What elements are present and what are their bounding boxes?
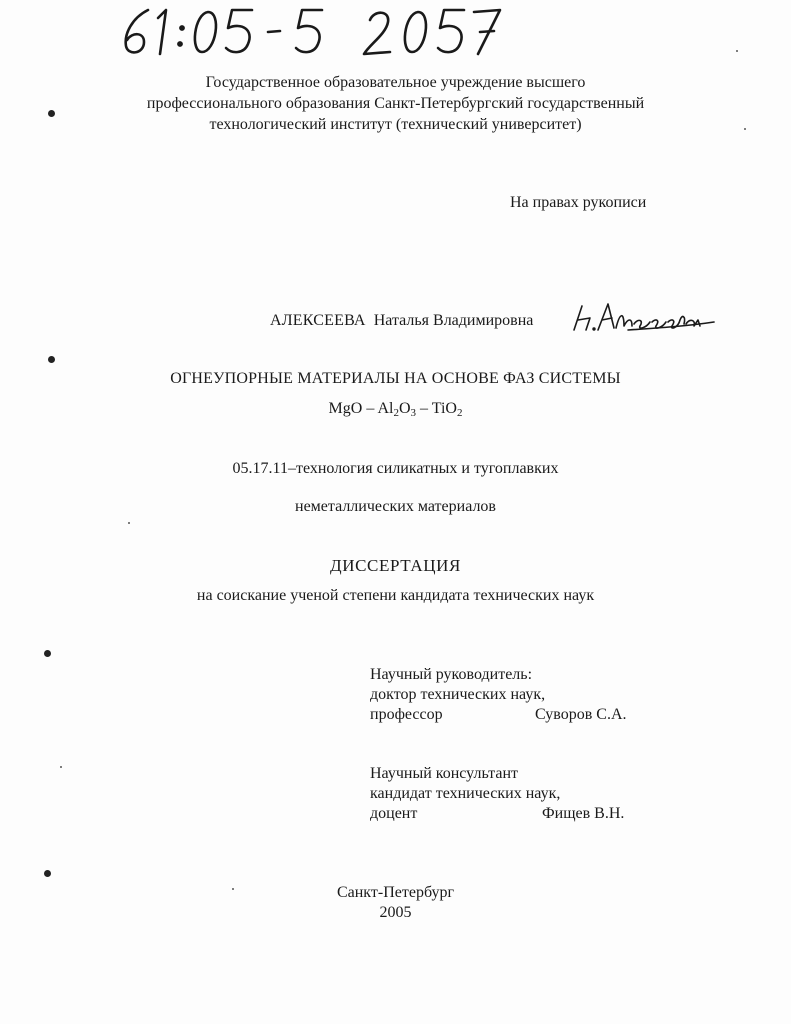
scan-mark xyxy=(44,870,51,877)
institution-name xyxy=(0,72,791,135)
handwritten-catalog-number xyxy=(118,4,518,58)
signature-drawing xyxy=(568,298,718,334)
supervisor-role: Научный руководитель: xyxy=(370,666,533,683)
scan-speck xyxy=(232,888,234,890)
supervisor-degree: доктор технических наук, xyxy=(370,686,546,703)
institution-line-3: технологический институт (технический университет) xyxy=(209,116,582,133)
supervisor-position-row xyxy=(370,705,627,725)
consultant-position: доцент xyxy=(370,805,418,822)
year: 2005 xyxy=(379,904,412,921)
scan-speck xyxy=(128,522,130,524)
degree-sought: на соискание ученой степени кандидата технических наук xyxy=(196,587,595,604)
scan-mark xyxy=(44,650,51,657)
formula-part-1: MgO – Al xyxy=(328,400,394,417)
author-name xyxy=(270,310,533,331)
formula-subscript-3: 2 xyxy=(456,407,463,419)
formula-part-3: – TiO xyxy=(416,400,457,417)
scan-mark xyxy=(48,356,55,363)
supervisor-name: Суворов С.А. xyxy=(535,706,627,723)
specialty-line-1: 05.17.11–технология силикатных и тугоплавких xyxy=(232,460,559,477)
chemical-formula xyxy=(0,398,791,419)
formula-subscript-2: 3 xyxy=(410,407,417,419)
dissertation-title: ОГНЕУПОРНЫЕ МАТЕРИАЛЫ НА ОСНОВЕ ФАЗ СИСТЕМЫ xyxy=(170,370,621,387)
consultant-block xyxy=(370,764,625,824)
scan-speck xyxy=(744,128,746,130)
institution-line-1: Государственное образовательное учреждение высшего xyxy=(205,74,586,91)
author-signature xyxy=(568,298,718,334)
supervisor-position: профессор xyxy=(370,706,443,723)
specialty-line-2: неметаллических материалов xyxy=(295,498,496,515)
consultant-degree: кандидат технических наук, xyxy=(370,785,561,802)
formula-subscript-1: 2 xyxy=(393,407,399,419)
rights-note: На правах рукописи xyxy=(510,194,647,211)
document-type: ДИССЕРТАЦИЯ xyxy=(330,556,461,575)
formula-part-2: O xyxy=(398,400,411,417)
author-surname: АЛЕКСЕЕВА xyxy=(270,312,366,329)
institution-line-2: профессионального образования Санкт-Петербургский государственный xyxy=(146,95,645,112)
consultant-name: Фищев В.Н. xyxy=(542,805,625,822)
handwritten-catalog-number-drawing xyxy=(118,4,518,58)
consultant-role: Научный консультант xyxy=(370,765,518,782)
scan-speck xyxy=(736,50,738,52)
scan-mark xyxy=(48,110,55,117)
consultant-position-row xyxy=(370,804,625,824)
supervisor-block xyxy=(370,665,627,725)
city: Санкт-Петербург xyxy=(336,884,455,901)
scan-speck xyxy=(60,766,62,768)
author-given-names: Наталья Владимировна xyxy=(373,312,534,329)
